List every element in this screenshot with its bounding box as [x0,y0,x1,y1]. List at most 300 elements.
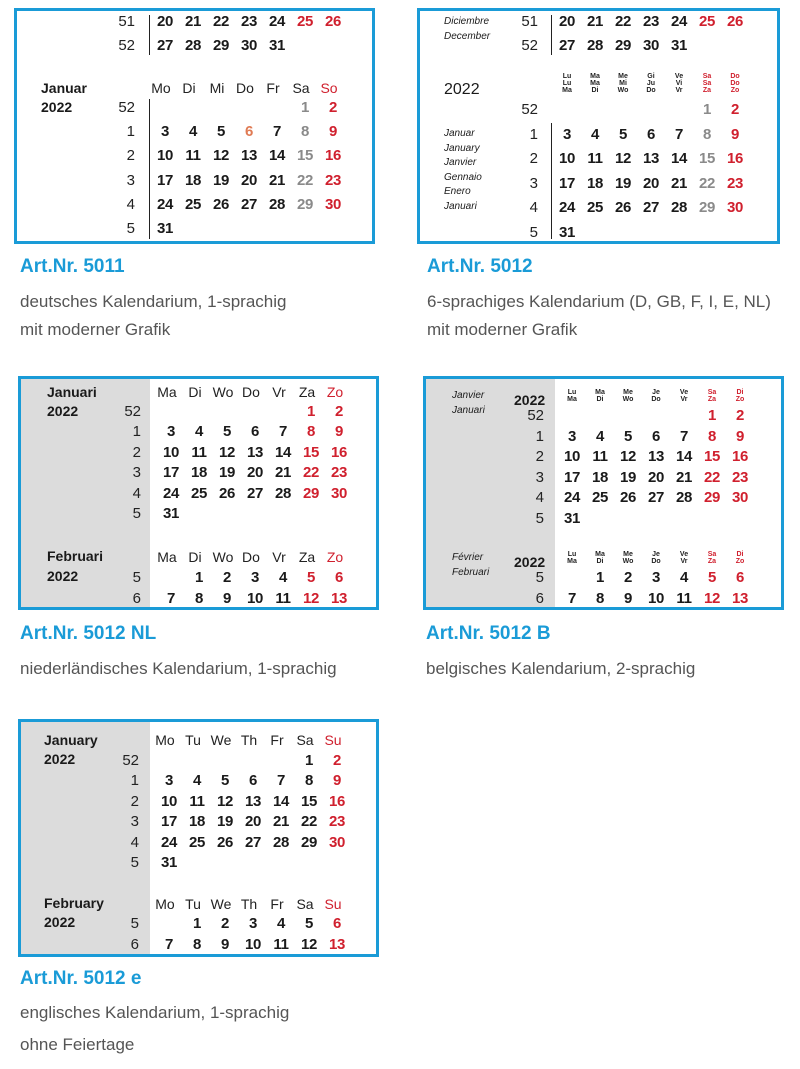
day-cell: 26 [324,13,342,30]
day-cell: 27 [647,489,665,506]
day-cell: 5 [304,915,314,932]
day-cell: 8 [304,772,314,790]
week-number: 52 [521,37,538,54]
day-cell: 21 [675,468,693,486]
day-cell: 29 [614,37,632,54]
day-cell: 20 [156,13,174,30]
day-cell: 11 [185,147,201,165]
day-cell: 31 [558,223,576,241]
weekday-header: Th [240,732,258,748]
year-label: 2022 [514,554,546,570]
day-cell: 7 [567,590,577,607]
weekday-header-stack [728,389,752,403]
week-number: 2 [535,448,544,465]
product-title-5012: Art.Nr. 5012 [427,256,533,277]
day-cell: 6 [250,423,260,441]
week-number: 4 [535,489,544,506]
day-cell: 9 [220,936,230,953]
day-cell: 1 [707,407,717,424]
day-cell: 17 [563,468,581,486]
day-cell: 13 [328,936,346,953]
calendar-card-5012e [18,719,379,957]
weekday-abbr: Vr [675,87,683,94]
weekday-abbr: Sa [702,73,712,80]
day-cell: 29 [296,195,314,213]
day-cell: 15 [302,443,320,461]
day-cell: 7 [164,936,174,953]
year-label: 2022 [44,914,76,930]
week-number: 1 [130,772,139,790]
day-cell: 1 [304,752,314,769]
weekday-abbr: Lu [562,73,572,80]
weekday-header-stack [560,551,584,565]
day-cell: 22 [302,464,320,482]
month-name: December [444,30,491,42]
month-names [452,551,489,580]
day-cell: 1 [300,99,310,116]
week-number: 5 [529,223,538,241]
day-cell: 30 [330,484,348,502]
day-cell: 2 [332,752,342,769]
day-cell: 9 [222,590,232,607]
day-cell: 28 [272,833,290,851]
weekday-abbr: Di [596,396,604,403]
weekday-header: Sa [292,80,310,96]
product-title-5011: Art.Nr. 5011 [20,256,125,277]
day-cell: 2 [735,407,745,424]
weekday-header: Fr [266,80,280,96]
weekday-header: Za [298,384,316,400]
day-cell: 3 [567,427,577,445]
week-number: 5 [535,569,544,586]
month-name: Gennaio [444,171,482,183]
day-cell: 23 [324,171,342,189]
prev-month-names [444,15,490,44]
product-desc-5012: 6-sprachiges Kalendarium (D, GB, F, I, E, NL) [427,292,771,311]
week-number: 52 [521,101,538,118]
weekday-abbr: Vr [680,396,688,403]
weekday-abbr: Ma [595,389,605,396]
weekday-header-stack [583,73,607,94]
day-cell: 21 [268,171,286,189]
day-cell: 8 [702,125,712,143]
product-desc2-5012: mit moderner Grafik [427,320,578,339]
weekday-header: Di [188,549,202,565]
week-number: 2 [130,792,139,810]
weekday-abbr: Ma [590,80,600,87]
day-cell: 10 [558,150,576,167]
day-cell: 10 [647,590,665,607]
day-cell: 22 [614,13,632,30]
calendar-card-5012 [417,8,780,244]
day-cell: 13 [642,150,660,167]
day-cell: 6 [244,123,254,141]
day-cell: 25 [586,199,604,216]
week-number: 52 [122,752,139,769]
month-label: Januar [41,80,87,96]
year-label: 2022 [47,403,79,419]
weekday-header: Di [182,80,196,96]
weekday-abbr: Za [707,558,717,565]
weekday-header: Za [298,549,316,565]
week-number: 5 [126,220,135,237]
day-cell: 25 [184,195,202,213]
weekday-abbr: Ma [567,396,577,403]
day-cell: 3 [164,772,174,790]
weekday-header: Fr [270,896,284,912]
week-number: 1 [535,427,544,445]
day-cell: 21 [274,464,292,482]
weekday-abbr: Ve [679,551,689,558]
day-cell: 9 [332,772,342,790]
month-label: Januari [47,384,97,400]
day-cell: 23 [642,13,660,30]
weekday-header-stack [700,551,724,565]
week-number: 1 [126,123,135,141]
weekday-header: Ma [157,549,177,565]
weekday-header-stack [588,551,612,565]
day-cell: 23 [328,813,346,831]
week-number: 3 [126,171,135,189]
day-cell: 30 [240,37,258,54]
month-name: Januar [444,128,475,139]
day-cell: 15 [300,792,318,810]
day-cell: 10 [156,147,174,165]
day-cell: 12 [300,936,318,953]
week-number: 3 [529,174,538,192]
weekday-abbr: Za [707,396,717,403]
day-cell: 28 [268,195,286,213]
weekday-header-stack [672,551,696,565]
product-title-5012b: Art.Nr. 5012 B [426,623,551,644]
day-cell: 3 [562,125,572,143]
day-cell: 25 [296,13,314,30]
day-cell: 24 [160,833,178,851]
weekday-abbr: Di [596,558,604,565]
day-cell: 21 [586,13,604,30]
day-cell: 5 [220,772,230,790]
day-cell: 17 [160,813,178,831]
week-number: 3 [130,813,139,831]
weekday-abbr: Do [651,558,661,565]
weekday-header: Sa [296,896,314,912]
weekday-header-stack [560,389,584,403]
day-cell: 10 [244,936,262,953]
day-cell: 6 [651,427,661,445]
product-desc2-5012e: ohne Feiertage [20,1035,135,1054]
day-cell: 3 [160,123,170,141]
day-cell: 16 [324,147,342,165]
weekday-abbr: Di [591,87,599,94]
day-cell: 20 [246,464,264,482]
day-cell: 9 [730,125,740,143]
day-cell: 23 [240,13,258,30]
day-cell: 6 [332,915,342,932]
day-cell: 12 [212,147,230,165]
day-cell: 30 [731,489,749,506]
day-cell: 13 [244,792,262,810]
day-cell: 4 [194,423,204,441]
weekday-header-stack [588,389,612,403]
day-cell: 1 [595,569,605,586]
day-cell: 25 [591,489,609,506]
day-cell: 29 [698,199,716,216]
day-cell: 20 [642,174,660,192]
week-number: 2 [529,150,538,167]
day-cell: 17 [156,171,174,189]
product-title-5012e: Art.Nr. 5012 e [20,968,142,989]
day-cell: 19 [614,174,632,192]
day-cell: 5 [618,125,628,143]
weekday-abbr: Lu [567,551,577,558]
day-cell: 2 [220,915,230,932]
day-cell: 3 [651,569,661,586]
weekday-header: Su [324,896,342,912]
day-cell: 15 [698,150,716,167]
product-desc-5012b: belgisches Kalendarium, 2-sprachig [426,659,696,678]
day-cell: 26 [614,199,632,216]
weekday-header: Do [236,80,254,96]
day-cell: 25 [698,13,716,30]
week-number: 52 [118,99,135,116]
weekday-header: Tu [185,896,201,912]
day-cell: 2 [334,403,344,420]
month-label: Februari [47,548,104,564]
day-cell: 21 [670,174,688,192]
weekday-abbr: Gi [647,73,655,80]
month-name: Janvier [444,157,477,168]
day-cell: 13 [246,443,264,461]
weekday-header: So [320,80,338,96]
day-cell: 4 [278,569,288,586]
week-number: 5 [130,854,139,871]
weekday-abbr: Do [646,87,656,94]
week-number: 2 [126,147,135,165]
week-number: 6 [132,590,141,607]
day-cell: 22 [296,171,314,189]
day-cell: 8 [707,427,717,445]
weekday-header: Sa [296,732,314,748]
day-cell: 27 [558,37,576,54]
day-cell: 5 [222,423,232,441]
weekday-header-stack [700,389,724,403]
day-cell: 24 [670,13,688,30]
weekday-header: Zo [326,549,344,565]
week-divider [149,15,150,55]
day-cell: 24 [268,13,286,30]
week-number: 4 [529,199,538,216]
day-cell: 26 [218,484,236,502]
week-number: 4 [126,195,135,213]
week-divider [551,15,552,55]
week-number: 6 [130,936,139,953]
day-cell: 14 [675,448,693,465]
day-cell: 17 [162,464,180,482]
month-name: Januari [452,404,485,416]
day-cell: 2 [730,101,740,118]
day-cell: 8 [300,123,310,141]
day-cell: 22 [703,468,721,486]
weekday-abbr: Wo [622,558,634,565]
calendar-card-5011 [14,8,375,244]
month-name: Februari [452,566,490,578]
day-cell: 10 [160,792,178,810]
day-cell: 9 [735,427,745,445]
weekday-abbr: Di [736,551,744,558]
day-cell: 28 [184,37,202,54]
weekday-header: Vr [272,549,286,565]
day-cell: 3 [250,569,260,586]
day-cell: 16 [330,443,348,461]
day-cell: 30 [328,833,346,851]
day-cell: 28 [675,489,693,506]
day-cell: 11 [189,792,205,810]
day-cell: 28 [670,199,688,216]
weekday-header: We [210,896,232,912]
day-cell: 31 [670,37,688,54]
day-cell: 27 [240,195,258,213]
weekday-header: Mo [151,80,171,96]
day-cell: 30 [726,199,744,216]
day-cell: 11 [587,150,603,167]
day-cell: 14 [274,443,292,461]
weekday-abbr: Je [652,389,660,396]
weekday-header: Fr [270,732,284,748]
day-cell: 24 [563,489,581,506]
day-cell: 13 [240,147,258,165]
year-label: 2022 [47,568,79,584]
weekday-header: Wo [212,384,234,400]
weekday-header: Mo [155,896,175,912]
weekday-header-stack [644,551,668,565]
product-desc-5012e: englisches Kalendarium, 1-sprachig [20,1003,290,1022]
day-cell: 17 [558,174,576,192]
day-cell: 29 [302,484,320,502]
day-cell: 2 [328,99,338,116]
day-cell: 21 [272,813,290,831]
weekday-header: Di [188,384,202,400]
day-cell: 29 [300,833,318,851]
weekday-abbr: Do [651,396,661,403]
day-cell: 31 [156,220,174,237]
day-cell: 12 [302,590,320,607]
week-number: 3 [132,464,141,482]
day-cell: 12 [703,590,721,607]
product-desc-5011: deutsches Kalendarium, 1-sprachig [20,292,287,311]
week-number: 4 [130,833,139,851]
weekday-abbr: Ma [562,87,572,94]
day-cell: 18 [184,171,202,189]
weekday-abbr: Lu [567,389,577,396]
day-cell: 11 [275,590,291,607]
week-divider [149,99,150,239]
day-cell: 20 [647,468,665,486]
week-number: 5 [132,569,141,586]
day-cell: 6 [646,125,656,143]
day-cell: 30 [324,195,342,213]
day-cell: 26 [619,489,637,506]
weekday-header: Zo [326,384,344,400]
day-cell: 30 [642,37,660,54]
month-label: February [44,895,104,911]
product-title-5012nl: Art.Nr. 5012 NL [20,623,157,644]
day-cell: 8 [194,590,204,607]
weekday-header-stack [644,389,668,403]
day-cell: 6 [735,569,745,586]
weekday-header-stack [695,73,719,94]
weekday-header: Th [240,896,258,912]
day-cell: 1 [194,569,204,586]
week-number: 52 [124,403,141,420]
day-cell: 29 [212,37,230,54]
day-cell: 31 [268,37,286,54]
weekday-abbr: Ma [567,558,577,565]
day-cell: 18 [188,813,206,831]
month-name: Janvier [452,390,485,401]
day-cell: 14 [272,792,290,810]
product-desc2-5011: mit moderner Grafik [20,320,171,339]
day-cell: 4 [590,125,600,143]
weekday-abbr: Sa [707,551,717,558]
weekday-abbr: Do [730,73,740,80]
day-cell: 7 [674,125,684,143]
weekday-abbr: Wo [622,396,634,403]
week-number: 4 [132,484,141,502]
day-cell: 26 [212,195,230,213]
day-cell: 16 [328,792,346,810]
weekday-header-stack [639,73,663,94]
day-cell: 4 [188,123,198,141]
year-label: 2022 [514,392,546,408]
day-cell: 20 [240,171,258,189]
weekday-abbr: Zo [730,87,740,94]
weekday-abbr: Ve [679,389,689,396]
day-cell: 31 [160,854,178,871]
day-cell: 4 [192,772,202,790]
day-cell: 20 [558,13,576,30]
weekday-header: We [210,732,232,748]
week-number: 1 [529,125,538,143]
weekday-abbr: Zo [735,558,745,565]
weekday-abbr: Di [736,389,744,396]
day-cell: 8 [306,423,316,441]
weekday-abbr: Sa [702,80,712,87]
day-cell: 9 [334,423,344,441]
day-cell: 3 [166,423,176,441]
weekday-abbr: Mi [619,80,627,87]
day-cell: 16 [731,448,749,465]
day-cell: 26 [726,13,744,30]
day-cell: 13 [330,590,348,607]
day-cell: 24 [162,484,180,502]
weekday-header: Mi [209,80,225,96]
weekday-header: Ma [157,384,177,400]
day-cell: 3 [248,915,258,932]
day-cell: 19 [619,468,637,486]
day-cell: 13 [647,448,665,465]
day-cell: 15 [296,147,314,165]
day-cell: 31 [563,509,581,527]
day-cell: 27 [642,199,660,216]
day-cell: 18 [190,464,208,482]
day-cell: 8 [595,590,605,607]
week-number: 1 [132,423,141,441]
week-number: 51 [118,13,135,30]
day-cell: 20 [244,813,262,831]
product-desc-5012nl: niederländisches Kalendarium, 1-sprachig [20,659,337,678]
day-cell: 16 [726,150,744,167]
day-cell: 12 [216,792,234,810]
